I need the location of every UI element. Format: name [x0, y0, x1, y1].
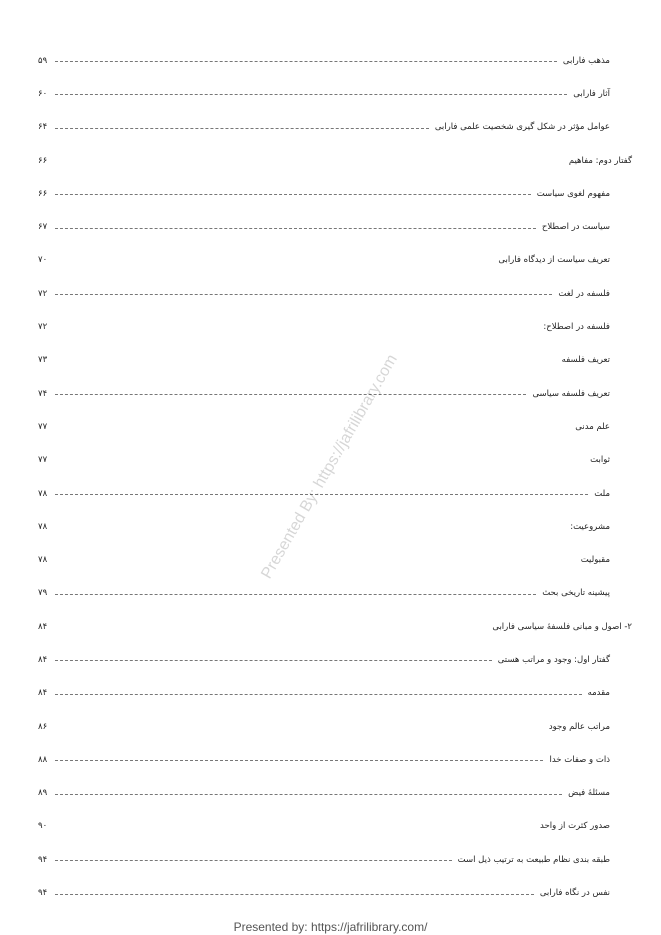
dot-leader — [55, 228, 536, 229]
toc-row[interactable] — [38, 144, 632, 177]
dot-leader — [55, 94, 567, 95]
table-of-contents — [38, 44, 632, 910]
toc-row[interactable] — [38, 843, 610, 876]
footer-link[interactable]: Presented by: https://jafrilibrary.com/ — [233, 920, 428, 934]
toc-entry-title: تعریف فلسفه — [561, 355, 610, 366]
toc-entry-title: مقدمه — [587, 688, 610, 699]
toc-row[interactable] — [38, 111, 610, 144]
toc-page-number: ۸۸ — [38, 754, 48, 765]
toc-entry-title: ۲- اصول و مبانی فلسفهٔ سیاسی فارابی — [492, 621, 632, 632]
toc-page-number: ۶۴ — [38, 122, 48, 133]
dot-leader — [55, 794, 562, 795]
dot-leader — [55, 760, 543, 761]
toc-entry-title: مقبولیت — [580, 555, 610, 566]
dot-leader — [55, 894, 534, 895]
toc-entry-title: صدور کثرت از واحد — [540, 821, 610, 832]
toc-entry-title: مراتب عالم وجود — [548, 721, 610, 732]
toc-row[interactable] — [38, 444, 610, 477]
toc-row[interactable] — [38, 810, 610, 843]
toc-page-number: ۶۶ — [38, 188, 48, 199]
toc-page-number: ۸۴ — [38, 621, 48, 632]
toc-page-number: ۸۴ — [38, 654, 48, 665]
dot-leader — [55, 494, 588, 495]
toc-row[interactable] — [38, 710, 610, 743]
toc-page-number: ۷۲ — [38, 322, 48, 333]
toc-entry-title: فلسفه در اصطلاح: — [543, 322, 610, 333]
dot-leader — [55, 694, 582, 695]
toc-page-number: ۷۷ — [38, 455, 48, 466]
toc-page-number: ۹۰ — [38, 821, 48, 832]
toc-entry-title: علم مدنی — [575, 421, 610, 432]
toc-page-number: ۶۷ — [38, 222, 48, 233]
dot-leader — [55, 594, 536, 595]
dot-leader — [55, 128, 429, 129]
dot-leader — [55, 660, 492, 661]
dot-leader — [55, 860, 452, 861]
toc-page-number: ۷۴ — [38, 388, 48, 399]
toc-entry-title: تعریف سیاست از دیدگاه فارابی — [498, 255, 610, 266]
toc-entry-title: مذهب فارابی — [562, 55, 610, 66]
toc-page-number: ۷۸ — [38, 488, 48, 499]
toc-row[interactable] — [38, 77, 610, 110]
toc-entry-title: ملت — [594, 488, 610, 499]
dot-leader — [55, 294, 552, 295]
toc-page-number: ۹۴ — [38, 854, 48, 865]
watermark: Presented By: https://jafrilibrary.com — [258, 351, 401, 582]
toc-row[interactable] — [38, 344, 610, 377]
toc-entry-title: مفهوم لغوی سیاست — [536, 188, 610, 199]
toc-row[interactable] — [38, 210, 610, 243]
toc-row[interactable] — [38, 543, 610, 576]
toc-row[interactable] — [38, 643, 610, 676]
toc-entry-title: گفتار دوم: مفاهیم — [568, 155, 632, 166]
toc-entry-title: مشروعیت: — [570, 521, 610, 532]
toc-page-number: ۸۶ — [38, 721, 48, 732]
toc-row[interactable] — [38, 44, 610, 77]
toc-row[interactable] — [38, 510, 610, 543]
toc-entry-title: تعریف فلسفه سیاسی — [532, 388, 610, 399]
toc-page-number: ۷۳ — [38, 355, 48, 366]
toc-entry-title: مسئلهٔ فیض — [568, 788, 610, 799]
toc-page-number: ۷۸ — [38, 555, 48, 566]
toc-entry-title: پیشینه تاریخی بحث — [542, 588, 610, 599]
toc-entry-title: گفتار اول: وجود و مراتب هستی — [497, 654, 610, 665]
toc-row[interactable] — [38, 577, 610, 610]
toc-page-number: ۵۹ — [38, 55, 48, 66]
toc-entry-title: سیاست در اصطلاح — [541, 222, 610, 233]
toc-row[interactable] — [38, 277, 610, 310]
toc-row[interactable] — [38, 743, 610, 776]
toc-row[interactable] — [38, 310, 610, 343]
toc-entry-title: طبقه بندی نظام طبیعت به ترتیب ذیل است — [457, 854, 610, 865]
toc-page-number: ۶۶ — [38, 155, 48, 166]
toc-page-number: ۸۴ — [38, 688, 48, 699]
toc-row[interactable] — [38, 377, 610, 410]
toc-page-number: ۷۷ — [38, 421, 48, 432]
toc-page-number: ۷۲ — [38, 288, 48, 299]
toc-entry-title: ذات و صفات خدا — [549, 754, 610, 765]
toc-entry-title: ثوابت — [590, 455, 610, 466]
toc-row[interactable] — [38, 477, 610, 510]
toc-row[interactable] — [38, 777, 610, 810]
toc-page-number: ۶۰ — [38, 88, 48, 99]
toc-row[interactable] — [38, 177, 610, 210]
toc-entry-title: آثار فارابی — [573, 88, 610, 99]
toc-entry-title: فلسفه در لغت — [558, 288, 610, 299]
toc-page-number: ۷۸ — [38, 521, 48, 532]
toc-entry-title: عوامل مؤثر در شکل گیری شخصیت علمی فارابی — [434, 122, 610, 133]
toc-page-number: ۹۴ — [38, 888, 48, 899]
toc-page-number: ۷۹ — [38, 588, 48, 599]
toc-entry-title: نفس در نگاه فارابی — [539, 888, 610, 899]
dot-leader — [55, 394, 526, 395]
toc-row[interactable] — [38, 610, 632, 643]
dot-leader — [55, 61, 557, 62]
toc-row[interactable] — [38, 410, 610, 443]
toc-row[interactable] — [38, 244, 610, 277]
toc-row[interactable] — [38, 876, 610, 909]
dot-leader — [55, 194, 531, 195]
toc-page-number: ۷۰ — [38, 255, 48, 266]
toc-page-number: ۸۹ — [38, 788, 48, 799]
toc-row[interactable] — [38, 677, 610, 710]
